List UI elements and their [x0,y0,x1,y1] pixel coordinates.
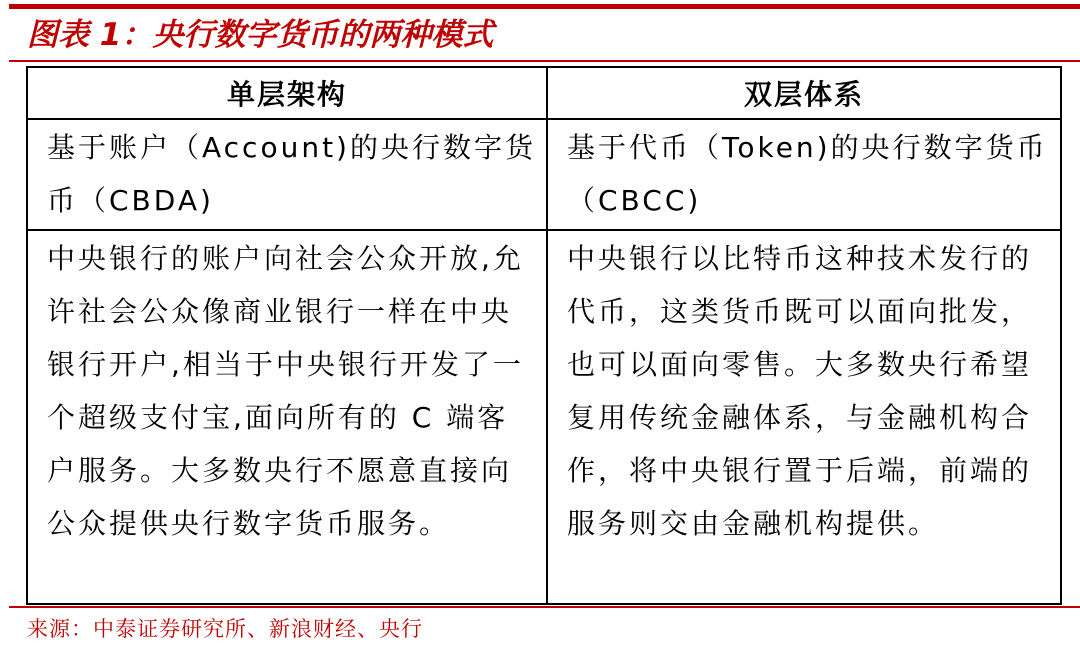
header-single-layer: 单层架构 [27,67,547,119]
top-rule [9,4,1080,9]
comparison-table [26,66,1062,605]
table-cell: 基于代币（Token)的央行数字货币（CBCC) [547,119,1061,230]
figure-title: 图表 1：央行数字货币的两种模式 [27,17,494,53]
table-header-row [27,67,1061,119]
title-rule [9,60,1080,62]
table-cell: 中央银行以比特币这种技术发行的代币，这类货币既可以面向批发，也可以面向零售。大多数央行希望复用传统金融体系，与金融机构合作，将中央银行置于后端，前端的服务则交由金融机构提供。 [547,230,1061,604]
table-row [27,119,1061,230]
bottom-rule [9,606,1080,608]
table-row [27,230,1061,604]
source-note: 来源：中泰证券研究所、新浪财经、央行 [27,617,423,641]
table-cell: 基于账户（Account)的央行数字货币（CBDA) [27,119,547,230]
table-cell: 中央银行的账户向社会公众开放,允许社会公众像商业银行一样在中央银行开户,相当于中央银行开发了一个超级支付宝,面向所有的 C 端客户服务。大多数央行不愿意直接向公众提供央行数字货币服务。 [27,230,547,604]
header-two-tier: 双层体系 [547,67,1061,119]
